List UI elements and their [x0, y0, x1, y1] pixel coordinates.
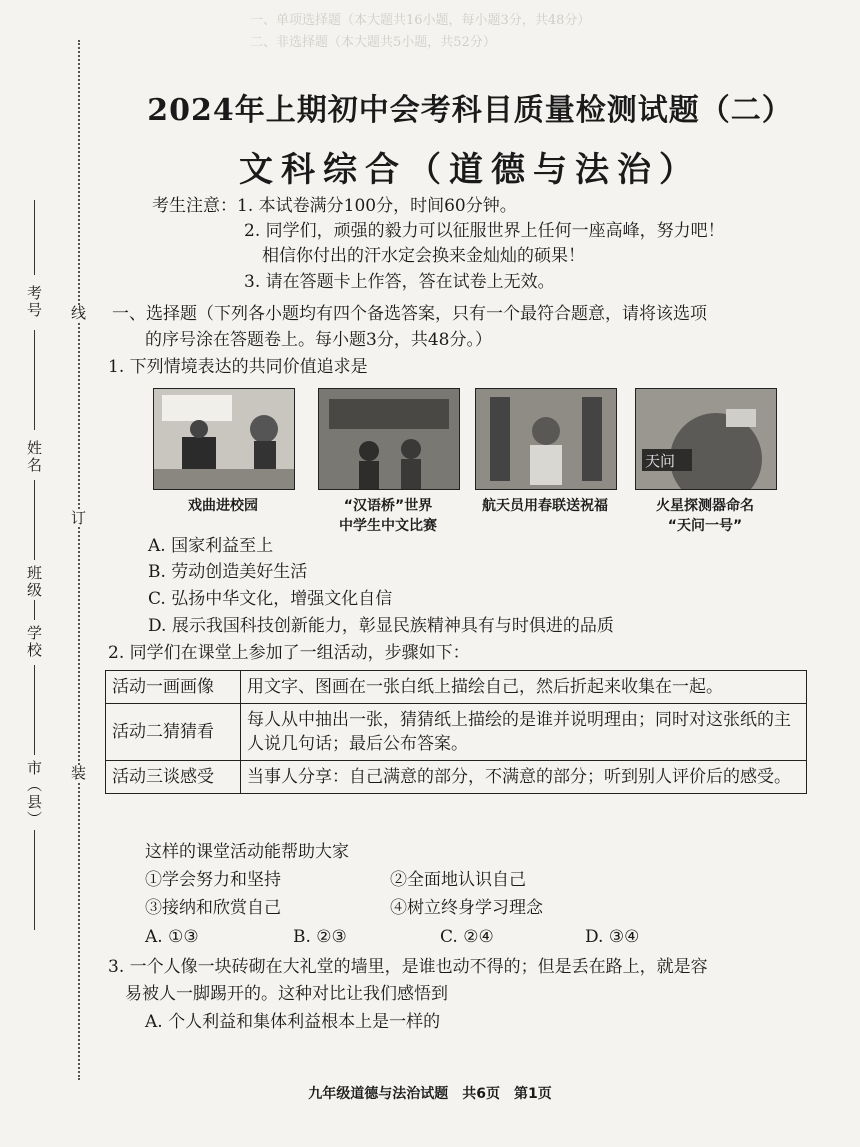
option-c: C. 弘扬中华文化，增强文化自信 [148, 589, 393, 609]
notes-item: 相信你付出的汗水定会换来金灿灿的硕果！ [262, 246, 585, 266]
table-row [106, 761, 807, 794]
option-a: A. ①③ [145, 927, 199, 947]
binding-dotted-line [78, 40, 80, 1080]
picture-caption: “汉语桥”世界 中学生中文比赛 [339, 498, 437, 534]
activity-desc: 用文字、图画在一张白纸上描绘自己，然后折起来收集在一起。 [241, 671, 807, 704]
notes-item: 1. 本试卷满分100分，时间60分钟。 [237, 196, 517, 216]
section-heading-cont: 的序号涂在答题卷上。每小题3分，共48分。） [145, 330, 492, 350]
class-label: 班级 [25, 565, 43, 599]
notes-lead: 考生注意： [152, 196, 237, 216]
question-3-stem-cont: 易被人一脚踢开的。这种对比让我们感悟到 [125, 984, 448, 1004]
city-county-label: 市（县） [25, 760, 43, 828]
bleed-through-text: 一、单项选择题（本大题共16小题，每小题3分，共48分） 二、非选择题（本大题共5小题，共52分） [250, 13, 591, 50]
activity-name: 活动三谈感受 [106, 761, 241, 794]
statement-item: ③接纳和欣赏自己 [145, 898, 281, 918]
notes-block [152, 194, 517, 219]
astronaut-photo [475, 388, 617, 490]
notes-item: 3. 请在答题卡上作答，答在试卷上无效。 [244, 272, 555, 292]
option-b: B. ②③ [293, 927, 347, 947]
name-label: 姓名 [25, 440, 43, 474]
exam-title: 2024年上期初中会考科目质量检测试题（二） [147, 93, 793, 128]
page-footer: 九年级道德与法治试题 共6页 第1页 [308, 1086, 552, 1102]
option-a: A. 国家利益至上 [148, 536, 274, 556]
svg-text:天问: 天问 [645, 452, 676, 470]
picture-caption: 航天员用春联送祝福 [482, 498, 608, 514]
school-label: 学校 [25, 625, 43, 659]
question-3-stem: 3. 一个人像一块砖砌在大礼堂的墙里，是谁也动不得的；但是丢在路上，就是容 [108, 957, 708, 977]
question-2-stem: 2. 同学们在课堂上参加了一组活动，步骤如下： [108, 643, 470, 663]
binding-line-mark: 线 [69, 305, 87, 322]
picture-caption: 火星探测器命名 “天问一号” [656, 498, 754, 534]
binding-staple-mark: 订 [69, 510, 87, 527]
competition-photo [318, 388, 460, 490]
statement-item: ②全面地认识自己 [390, 870, 526, 890]
option-a: A. 个人利益和集体利益根本上是一样的 [145, 1012, 441, 1032]
table-row [106, 704, 807, 761]
activity-name: 活动二猜猜看 [106, 704, 241, 761]
question-1-pictures [148, 388, 798, 538]
exam-number-label: 考号 [25, 285, 43, 319]
option-c: C. ②④ [440, 927, 494, 947]
activity-desc: 当事人分享：自己满意的部分，不满意的部分；听到别人评价后的感受。 [241, 761, 807, 794]
option-d: D. 展示我国科技创新能力，彰显民族精神具有与时俱进的品质 [148, 616, 614, 636]
option-d: D. ③④ [585, 927, 640, 947]
statement-item: ①学会努力和坚持 [145, 870, 281, 890]
statement-item: ④树立终身学习理念 [390, 898, 543, 918]
table-row [106, 671, 807, 704]
mars-probe-photo [635, 388, 777, 490]
notes-item: 2. 同学们，顽强的毅力可以征服世界上任何一座高峰，努力吧！ [244, 221, 725, 241]
binding-fold-mark: 装 [69, 765, 87, 782]
activity-name: 活动一画画像 [106, 671, 241, 704]
question-1-stem: 1. 下列情境表达的共同价值追求是 [108, 357, 368, 377]
question-2-lead: 这样的课堂活动能帮助大家 [145, 842, 349, 862]
section-heading: 一、选择题（下列各小题均有四个备选答案，只有一个最符合题意，请将该选项 [112, 304, 707, 324]
option-b: B. 劳动创造美好生活 [148, 562, 308, 582]
activity-table [105, 670, 807, 794]
opera-photo [153, 388, 295, 490]
exam-subtitle: 文科综合（道德与法治） [239, 150, 701, 190]
picture-caption: 戏曲进校园 [188, 498, 258, 514]
activity-desc: 每人从中抽出一张，猜猜纸上描绘的是谁并说明理由；同时对这张纸的主人说几句话；最后公布答案。 [241, 704, 807, 761]
binding-margin [0, 0, 95, 1147]
